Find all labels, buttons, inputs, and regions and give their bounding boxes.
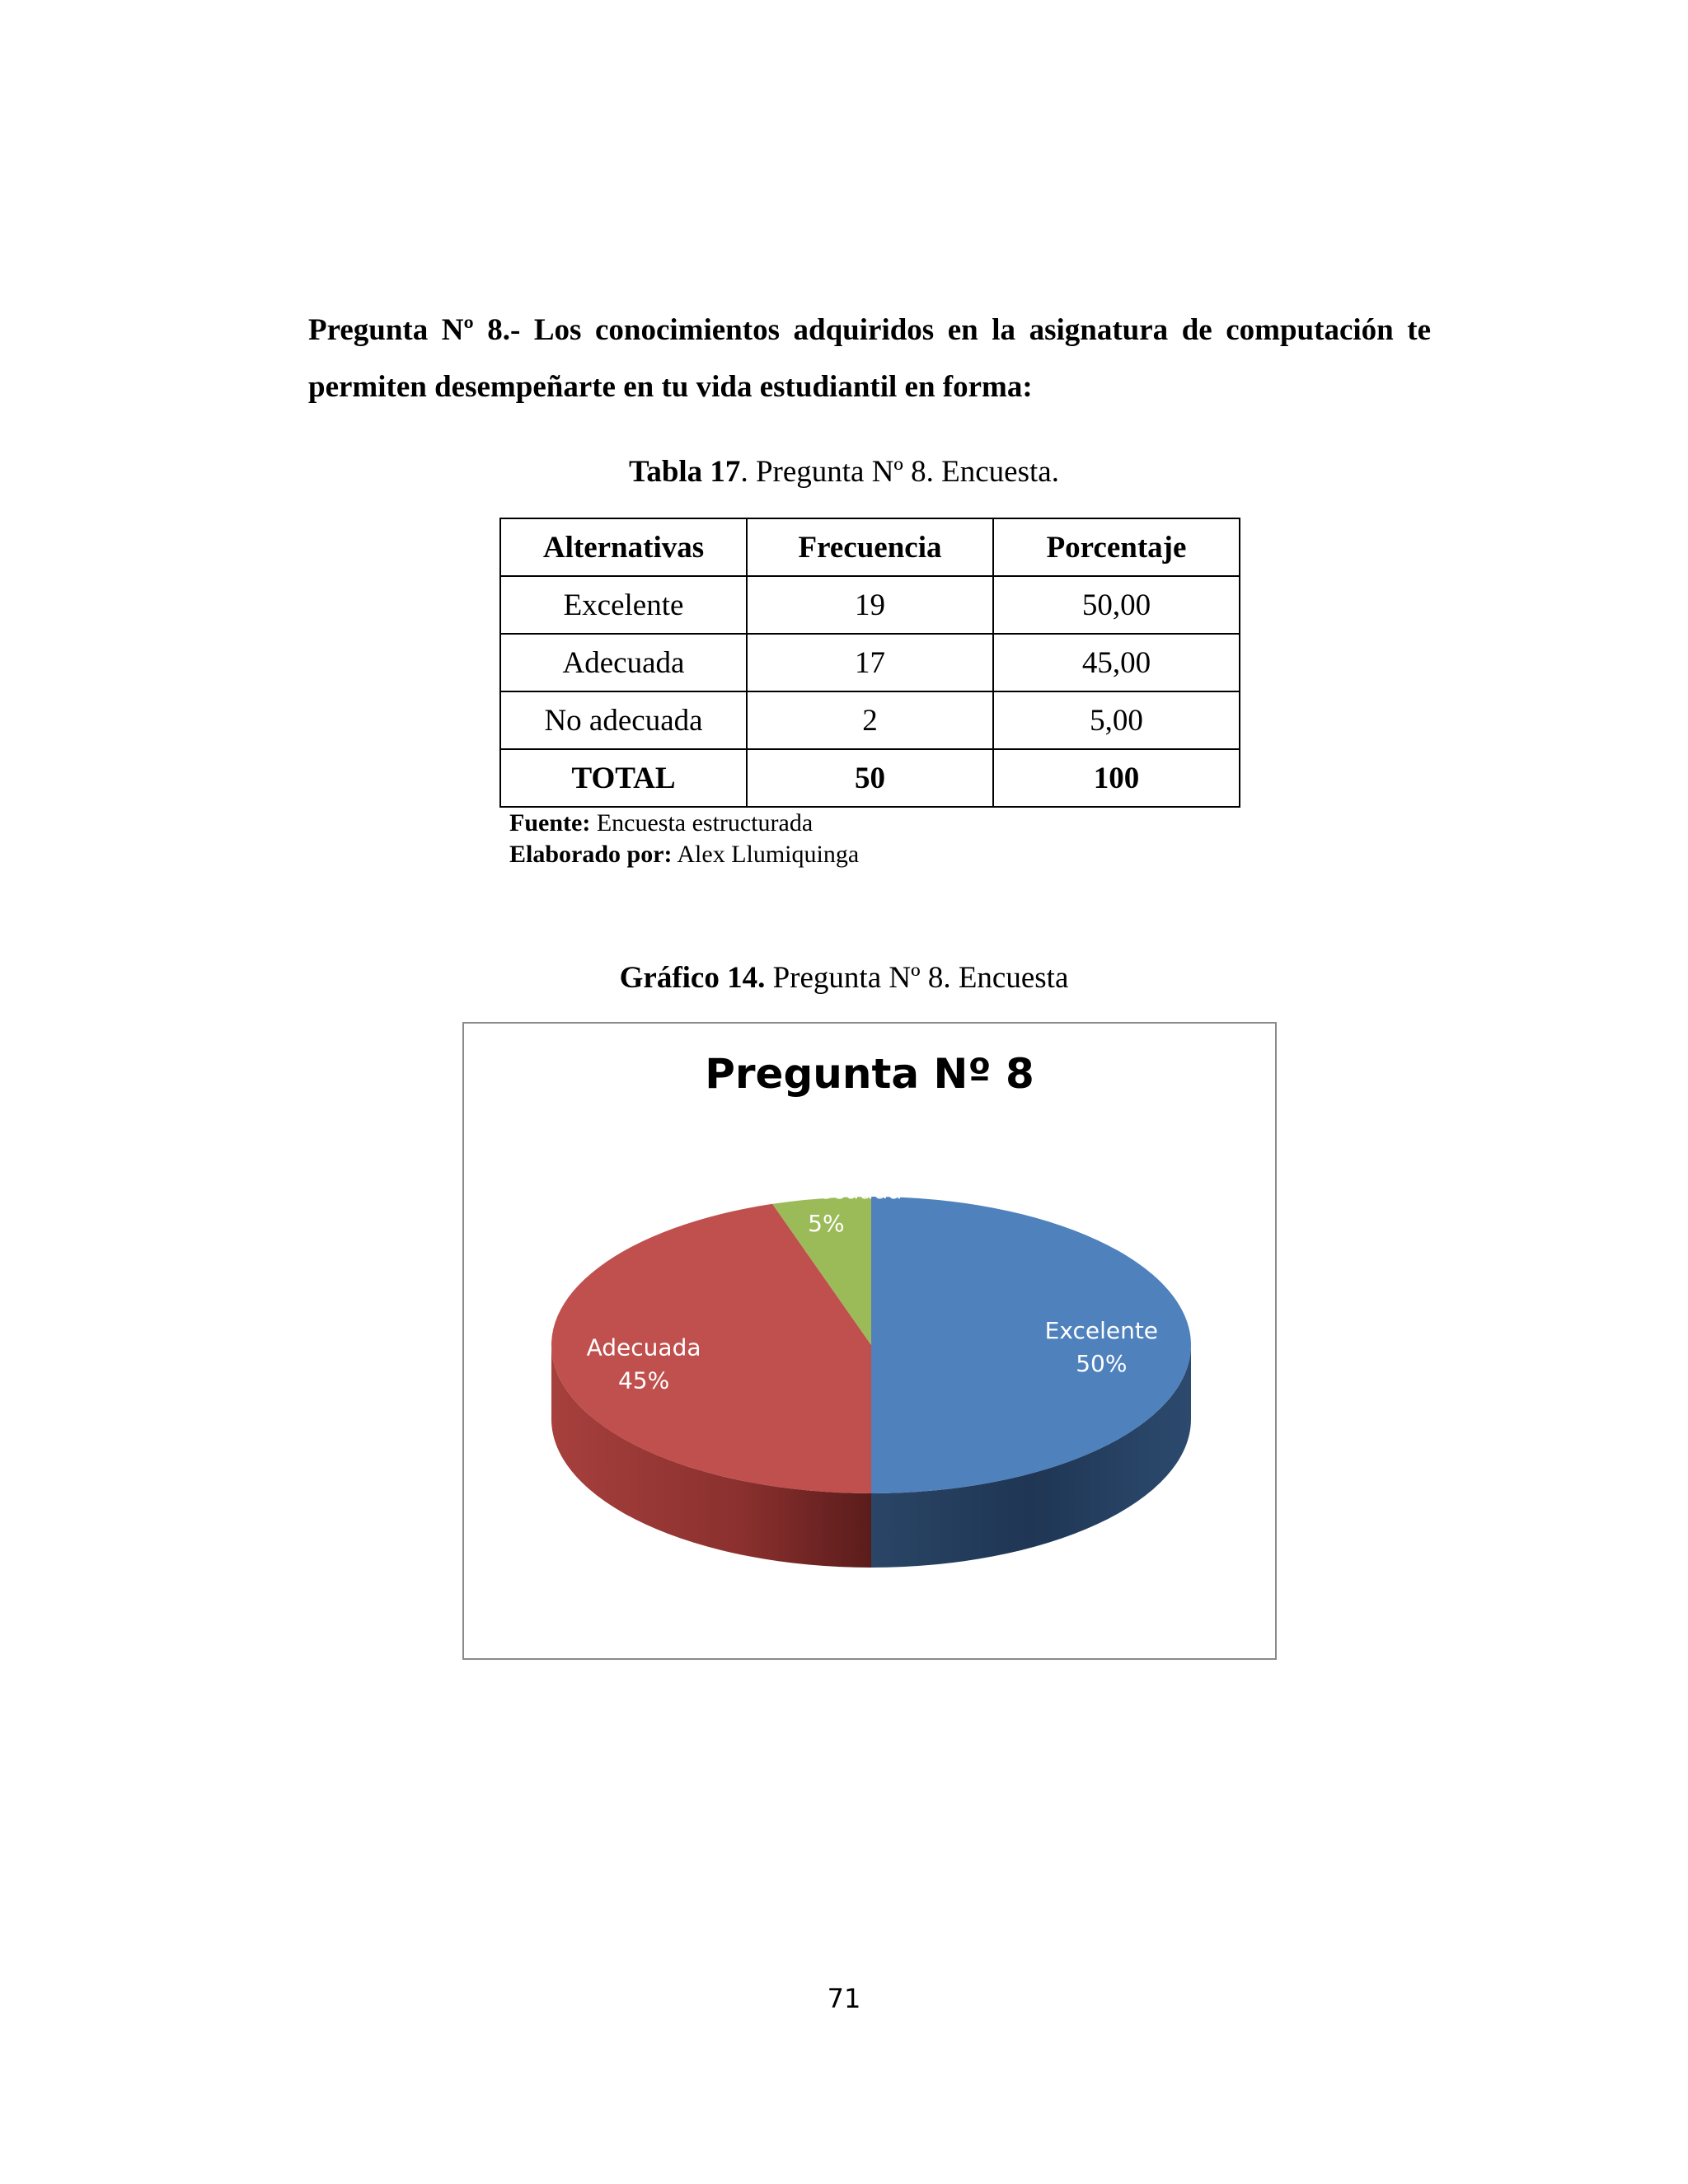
table-total-row: [500, 749, 1240, 807]
pie-chart-canvas: [464, 1024, 1275, 1658]
cell-porcentaje: 45,00: [993, 634, 1240, 691]
results-table: [499, 518, 1240, 808]
header-alternativas: Alternativas: [500, 518, 747, 576]
table-row: [500, 691, 1240, 749]
cell-porcentaje: 5,00: [993, 691, 1240, 749]
table-row: [500, 634, 1240, 691]
table-row: [500, 576, 1240, 634]
question-text: Pregunta Nº 8.- Los conocimientos adquiridos en la asignatura de computación te permiten desempeñarte en tu vida estudiantil en forma:: [308, 313, 1431, 404]
pie-label-category: No adecuada: [750, 1176, 903, 1204]
author-label: Elaborado por:: [509, 841, 673, 868]
header-porcentaje: Porcentaje: [993, 518, 1240, 576]
pie-chart: [462, 1022, 1277, 1660]
pie-label-category: Excelente: [1044, 1317, 1159, 1344]
header-frecuencia: Frecuencia: [747, 518, 993, 576]
author-value: Alex Llumiquinga: [672, 841, 860, 868]
table-header-row: [500, 518, 1240, 576]
cell-total-porcentaje: 100: [993, 749, 1240, 807]
source-value: Encuesta estructurada: [590, 809, 814, 837]
cell-alternativa: Excelente: [500, 576, 747, 634]
pie-label-category: Adecuada: [586, 1333, 701, 1361]
chart-title: Pregunta Nº 8: [705, 1050, 1034, 1098]
cell-frecuencia: 19: [747, 576, 993, 634]
table-caption: [0, 453, 1688, 491]
author-line: [509, 839, 859, 870]
cell-total-label: TOTAL: [500, 749, 747, 807]
chart-caption-label: Gráfico 14.: [619, 961, 766, 995]
chart-caption-text: Pregunta Nº 8. Encuesta: [765, 961, 1069, 995]
pie-label-percent: 5%: [808, 1209, 845, 1237]
pie-label-percent: 50%: [1076, 1350, 1128, 1377]
cell-frecuencia: 17: [747, 634, 993, 691]
table-caption-label: Tabla 17: [629, 455, 741, 489]
chart-caption: [0, 959, 1688, 997]
cell-porcentaje: 50,00: [993, 576, 1240, 634]
table-caption-text: . Pregunta Nº 8. Encuesta.: [740, 455, 1059, 489]
source-line: [509, 808, 859, 839]
cell-alternativa: Adecuada: [500, 634, 747, 691]
cell-frecuencia: 2: [747, 691, 993, 749]
cell-total-frecuencia: 50: [747, 749, 993, 807]
pie-label-percent: 45%: [617, 1366, 670, 1394]
table-source: [509, 808, 859, 870]
page-number: 71: [827, 1983, 861, 2014]
cell-alternativa: No adecuada: [500, 691, 747, 749]
source-label: Fuente:: [509, 809, 591, 837]
